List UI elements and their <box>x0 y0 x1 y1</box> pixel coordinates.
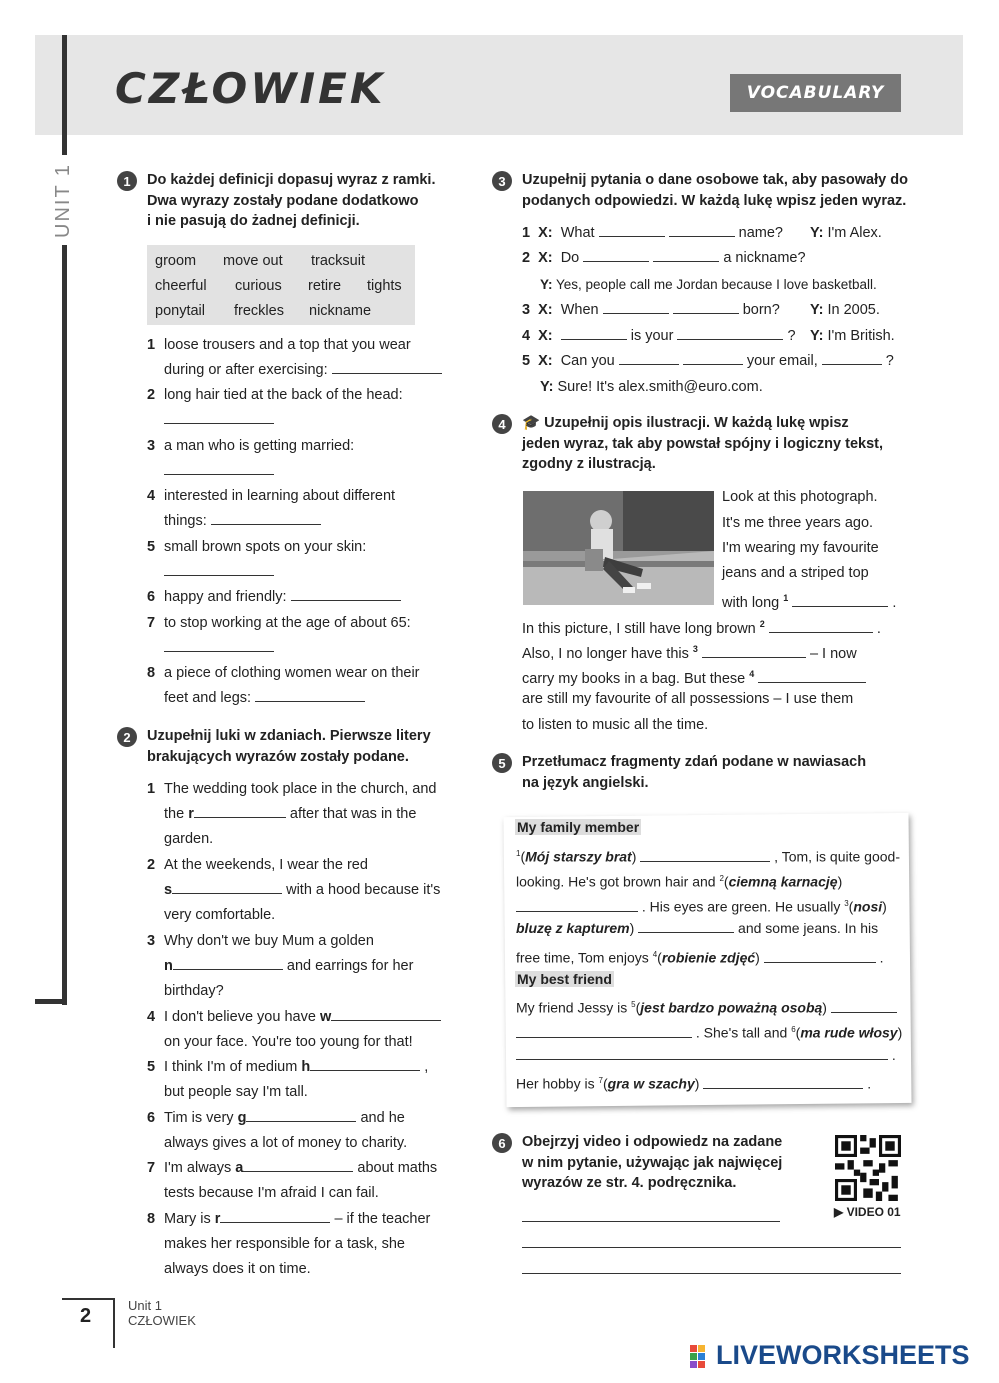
note-line: . <box>516 1043 896 1068</box>
text-line: Also, I no longer have this $^3$ – I now <box>522 644 857 662</box>
answer-blank[interactable] <box>255 688 365 702</box>
exercise-number: 4 <box>492 414 512 434</box>
answer-blank[interactable] <box>516 1024 692 1038</box>
item-number: 8 <box>147 1211 156 1227</box>
note-line: $^1$(Mój starszy brat) , Tom, is quite good- <box>516 848 900 865</box>
note-line: free time, Tom enjoys $^4$(robienie zdjęć) . <box>516 949 884 966</box>
answer-blank[interactable] <box>831 999 897 1013</box>
answer-blank[interactable] <box>703 1075 863 1089</box>
answer-blank[interactable] <box>220 1209 330 1223</box>
note-line: looking. He's got brown hair and $^2$(ciemną karnację) <box>516 873 843 890</box>
note-line: . She's tall and $^6$(ma rude włosy) <box>516 1017 902 1046</box>
note-heading: My best friend <box>517 971 612 987</box>
text-line: In this picture, I still have long brown $^2$ . <box>522 619 881 637</box>
list-item: At the weekends, I wear the red s with a hood because it's very comfortable. <box>164 857 441 923</box>
text-line: with long $^1$ . <box>722 593 897 611</box>
exercise-number: 2 <box>117 727 137 747</box>
list-item: Tim is very g and he always gives a lot of money to charity. <box>164 1110 408 1151</box>
item-number: 8 <box>147 665 156 681</box>
list-item: to stop working at the age of about 65: <box>164 611 411 661</box>
exercise-instruction: Obejrzyj video i odpowiedz na zadane w nim pytanie, używając jak najwięcej wyrazów ze str. 4. podręcznika. <box>522 1134 783 1191</box>
exercise-instruction: 🎓 Uzupełnij opis ilustracji. W każdą lukę wpisz jeden wyraz, tak aby powstał spójny i logiczny tekst, zgodny z ilustracją. <box>522 415 883 472</box>
exercise-instruction: Uzupełnij pytania o dane osobowe tak, aby pasowały do podanych odpowiedzi. W każdą lukę wpisz jeden wyraz. <box>522 172 908 209</box>
note-line: Her hobby is $^7$(gra w szachy) . <box>516 1075 872 1092</box>
item-number: 2 <box>147 387 156 403</box>
answer-blank[interactable] <box>603 300 669 314</box>
list-item: happy and friendly: <box>164 585 401 610</box>
answer-blank[interactable] <box>516 898 638 912</box>
text-line: I'm wearing my favourite <box>722 540 879 556</box>
text-line: It's me three years ago. <box>722 515 874 531</box>
exercise-number: 3 <box>492 171 512 191</box>
side-rule <box>62 35 67 155</box>
answer-blank[interactable] <box>561 326 627 340</box>
item-number: 5 <box>147 1059 156 1075</box>
section-tag: VOCABULARY <box>730 74 901 112</box>
answer-row: Y: I'm Alex. <box>810 225 882 241</box>
graduation-cap-icon: 🎓 <box>522 415 541 431</box>
answer-blank[interactable] <box>822 351 882 365</box>
exercise-number: 1 <box>117 171 137 191</box>
footer-rule <box>62 1298 115 1300</box>
answer-blank[interactable] <box>677 326 783 340</box>
note-line: . His eyes are green. He usually $^3$(nosi) <box>516 891 887 920</box>
text-line: are still my favourite of all possessions – I use them <box>522 691 854 707</box>
answer-blank[interactable] <box>331 1007 441 1021</box>
list-item: I think I'm of medium h , but people say I'm tall. <box>164 1059 429 1100</box>
answer-line[interactable] <box>522 1273 901 1274</box>
qr-code-icon[interactable] <box>835 1135 901 1201</box>
word-box: groom move out tracksuit cheerful curious retire tights ponytail freckles nickname <box>147 245 415 325</box>
answer-blank[interactable] <box>638 919 734 933</box>
text-line: to listen to music all the time. <box>522 717 709 733</box>
footer-unit: Unit 1 CZŁOWIEK <box>128 1298 196 1328</box>
list-item: Mary is r – if the teacher makes her responsible for a task, she always does it on time. <box>164 1211 431 1277</box>
answer-line[interactable] <box>522 1247 901 1248</box>
question-row: 5 X: Can you your email, ? <box>522 353 894 369</box>
item-number: 7 <box>147 1160 156 1176</box>
note-line: My friend Jessy is $^5$(jest bardzo poważną osobą) <box>516 992 897 1021</box>
side-rule <box>62 245 67 1005</box>
unit-side-label: UNIT 1 <box>51 162 74 238</box>
item-number: 3 <box>147 438 156 454</box>
answer-row: Y: In 2005. <box>810 302 880 318</box>
answer-blank[interactable] <box>246 1108 356 1122</box>
answer-blank[interactable] <box>669 223 735 237</box>
list-item: small brown spots on your skin: <box>164 535 366 585</box>
answer-blank[interactable] <box>211 511 321 525</box>
item-number: 1 <box>147 781 156 797</box>
list-item: The wedding took place in the church, and the r after that was in the garden. <box>164 781 437 847</box>
answer-blank[interactable] <box>640 848 770 862</box>
girl-photo <box>523 491 714 605</box>
list-item: I'm always a about maths tests because I'm afraid I can fail. <box>164 1160 438 1201</box>
list-item: loose trousers and a top that you wear during or after exercising: <box>164 333 442 383</box>
item-number: 5 <box>147 539 156 555</box>
answer-blank[interactable] <box>516 1046 888 1060</box>
exercise-instruction: Uzupełnij luki w zdaniach. Pierwsze litery brakujących wyrazów zostały podane. <box>147 728 431 765</box>
question-row: 4 X: is your ? <box>522 328 796 344</box>
answer-blank[interactable] <box>619 351 679 365</box>
note-heading: My family member <box>517 819 640 835</box>
answer-row: Y: I'm British. <box>810 328 895 344</box>
answer-blank[interactable] <box>599 223 665 237</box>
exercise-instruction: Przetłumacz fragmenty zdań podane w nawiasach na język angielski. <box>522 754 867 791</box>
answer-blank[interactable] <box>164 410 274 424</box>
answer-blank[interactable] <box>172 880 282 894</box>
item-number: 3 <box>147 933 156 949</box>
answer-blank[interactable] <box>769 619 873 633</box>
liveworksheets-brand[interactable]: LIVEWORKSHEETS <box>716 1340 970 1370</box>
question-row: 1 X: What name? <box>522 225 783 241</box>
answer-blank[interactable] <box>764 949 876 963</box>
answer-blank[interactable] <box>653 248 719 262</box>
list-item: I don't believe you have w on your face. You're too young for that! <box>164 1005 441 1055</box>
item-number: 6 <box>147 589 156 605</box>
item-number: 1 <box>147 337 156 353</box>
answer-blank[interactable] <box>243 1158 353 1172</box>
list-item: a man who is getting married: <box>164 434 354 484</box>
note-line: bluzę z kapturem) and some jeans. In his <box>516 920 879 936</box>
answer-blank[interactable] <box>758 669 866 683</box>
question-row: 3 X: When born? <box>522 302 780 318</box>
answer-blank[interactable] <box>164 638 274 652</box>
text-line: Look at this photograph. <box>722 489 878 505</box>
page-number: 2 <box>80 1305 92 1327</box>
footer-rule <box>113 1298 115 1348</box>
answer-blank[interactable] <box>332 360 442 374</box>
item-number: 6 <box>147 1110 156 1126</box>
answer-blank[interactable] <box>310 1057 420 1071</box>
answer-blank[interactable] <box>673 300 739 314</box>
list-item: interested in learning about different things: <box>164 488 396 529</box>
answer-blank[interactable] <box>291 587 401 601</box>
page-title: CZŁOWIEK <box>115 64 386 113</box>
question-row: 2 X: Do a nickname? <box>522 250 806 266</box>
answer-blank[interactable] <box>583 248 649 262</box>
answer-line[interactable] <box>522 1221 780 1222</box>
liveworksheets-logo-icon <box>690 1345 714 1369</box>
exercise-number: 5 <box>492 753 512 773</box>
text-line: carry my books in a bag. But these $^4$ <box>522 662 866 692</box>
answer-blank[interactable] <box>792 593 888 607</box>
answer-row: Y: Yes, people call me Jordan because I love basketball. <box>540 277 877 292</box>
answer-blank[interactable] <box>164 461 274 475</box>
side-rule-foot <box>35 999 67 1004</box>
list-item: long hair tied at the back of the head: <box>164 383 403 433</box>
list-item: a piece of clothing women wear on their feet and legs: <box>164 665 420 706</box>
text-line: jeans and a striped top <box>722 565 869 581</box>
exercise-number: 6 <box>492 1133 512 1153</box>
item-number: 7 <box>147 615 156 631</box>
item-number: 2 <box>147 857 156 873</box>
answer-row: Y: Sure! It's alex.smith@euro.com. <box>540 379 763 395</box>
answer-blank[interactable] <box>164 562 274 576</box>
answer-blank[interactable] <box>194 804 286 818</box>
item-number: 4 <box>147 488 156 504</box>
answer-blank[interactable] <box>702 644 806 658</box>
answer-blank[interactable] <box>683 351 743 365</box>
exercise-instruction: Do każdej definicji dopasuj wyraz z ramki. Dwa wyrazy zostały podane dodatkowo i nie pasują do żadnej definicji. <box>147 172 436 229</box>
list-item: Why don't we buy Mum a golden n and earrings for her birthday? <box>164 933 414 999</box>
item-number: 4 <box>147 1009 156 1025</box>
answer-blank[interactable] <box>173 956 283 970</box>
video-label[interactable]: ▶ VIDEO 01 <box>834 1205 901 1219</box>
